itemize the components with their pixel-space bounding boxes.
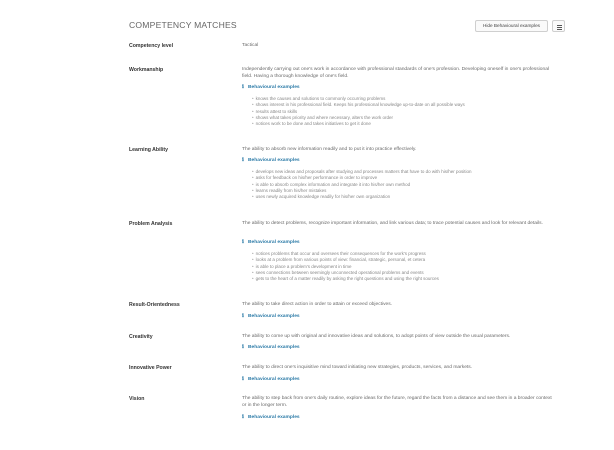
- example-item: • is able to absorb complex information and integrate it into his/her own method: [252, 182, 471, 188]
- menu-icon-line: [557, 27, 562, 28]
- info-icon: ℹ: [242, 313, 244, 319]
- behavioural-examples-link[interactable]: [242, 376, 300, 382]
- example-item: • learns readily from his/her mistakes: [252, 188, 471, 194]
- behavioural-examples-label: Behavioural examples: [248, 240, 300, 245]
- competency-name: Problem Analysis: [129, 221, 173, 227]
- behavioural-examples-label: Behavioural examples: [248, 377, 300, 382]
- competency-description: Independently carrying out one's work in accordance with professional standards of one's profession. Developing oneself in one's professional field. Having a thorough knowledge of one's field.: [242, 67, 550, 80]
- competency-name: Result-Orientedness: [129, 302, 180, 308]
- competency-description: The ability to absorb new information readily and to put it into practice effectively.: [242, 147, 417, 152]
- competency-description: The ability to step back from one's daily routine, explore ideas for the future, regard the facts from a distance and see them in a broader context or in the longer term.: [242, 396, 552, 409]
- example-item: • asks for feedback on his/her performance in order to improve: [252, 175, 471, 181]
- info-icon: ℹ: [242, 157, 244, 163]
- info-icon: ℹ: [242, 344, 244, 350]
- example-item: • shows what takes priority and where necessary, alters the work order: [252, 115, 465, 121]
- example-item: • results attest to skills: [252, 109, 465, 115]
- competency-level-label: Competency level: [129, 43, 174, 49]
- behavioural-examples-link[interactable]: [242, 344, 300, 350]
- example-item: • notices problems that occur and oversees their consequences for the work's progress: [252, 251, 439, 257]
- example-item: • shows interest in his professional field. Keeps his professional knowledge up-to-date on all possible ways: [252, 102, 465, 108]
- examples-list: [252, 169, 471, 200]
- menu-icon[interactable]: [552, 20, 565, 32]
- example-item: • gets to the heart of a matter readily by asking the right questions and using the right sources: [252, 276, 439, 282]
- info-icon: ℹ: [242, 414, 244, 420]
- behavioural-examples-link[interactable]: [242, 239, 300, 245]
- competency-description: The ability to take direct action in order to attain or exceed objectives.: [242, 302, 393, 307]
- competency-name: Workmanship: [129, 67, 164, 73]
- competency-description: The ability to detect problems, recognize important information, and link various data; to trace potential causes and look for relevant details.: [242, 221, 543, 226]
- info-icon: ℹ: [242, 376, 244, 382]
- info-icon: ℹ: [242, 239, 244, 245]
- menu-icon-line: [557, 25, 562, 26]
- examples-list: [252, 251, 439, 282]
- behavioural-examples-link[interactable]: [242, 157, 300, 163]
- example-item: • is able to place a problem's development in time: [252, 264, 439, 270]
- competency-level-value: Tactical: [242, 43, 259, 48]
- competency-name: Learning Ability: [129, 147, 169, 153]
- example-item: • sees connections between seemingly unconnected operational problems and events: [252, 270, 439, 276]
- info-icon: ℹ: [242, 84, 244, 90]
- page-title: COMPETENCY MATCHES: [129, 20, 237, 30]
- competency-description: The ability to come up with original and innovative ideas and solutions, to adopt points of view outside the usual parameters.: [242, 334, 511, 339]
- competency-name: Vision: [129, 396, 145, 402]
- competency-name: Creativity: [129, 334, 153, 340]
- example-item: • knows the causes and solutions to commonly occurring problems: [252, 96, 465, 102]
- menu-icon-line: [557, 29, 562, 30]
- hide-behavioural-examples-button[interactable]: Hide Behavioural examples: [475, 20, 548, 32]
- example-item: • notices work to be done and takes initiatives to get it done: [252, 121, 465, 127]
- example-item: • uses newly acquired knowledge readily for his/her own organization: [252, 194, 471, 200]
- competency-name: Innovative Power: [129, 365, 172, 371]
- behavioural-examples-link[interactable]: [242, 84, 300, 90]
- behavioural-examples-label: Behavioural examples: [248, 415, 300, 420]
- behavioural-examples-label: Behavioural examples: [248, 85, 300, 90]
- behavioural-examples-link[interactable]: [242, 414, 300, 420]
- example-item: • develops new ideas and proposals after studying and processes matters that have to do with his/her position: [252, 169, 471, 175]
- behavioural-examples-label: Behavioural examples: [248, 345, 300, 350]
- competency-description: The ability to direct one's inquisitive mind toward initiating new strategies, products, services, and markets.: [242, 365, 473, 370]
- examples-list: [252, 96, 465, 127]
- example-item: • looks at a problem from various points of view: financial, strategic, personal, et cetera: [252, 257, 439, 263]
- behavioural-examples-label: Behavioural examples: [248, 158, 300, 163]
- behavioural-examples-link[interactable]: [242, 313, 300, 319]
- behavioural-examples-label: Behavioural examples: [248, 314, 300, 319]
